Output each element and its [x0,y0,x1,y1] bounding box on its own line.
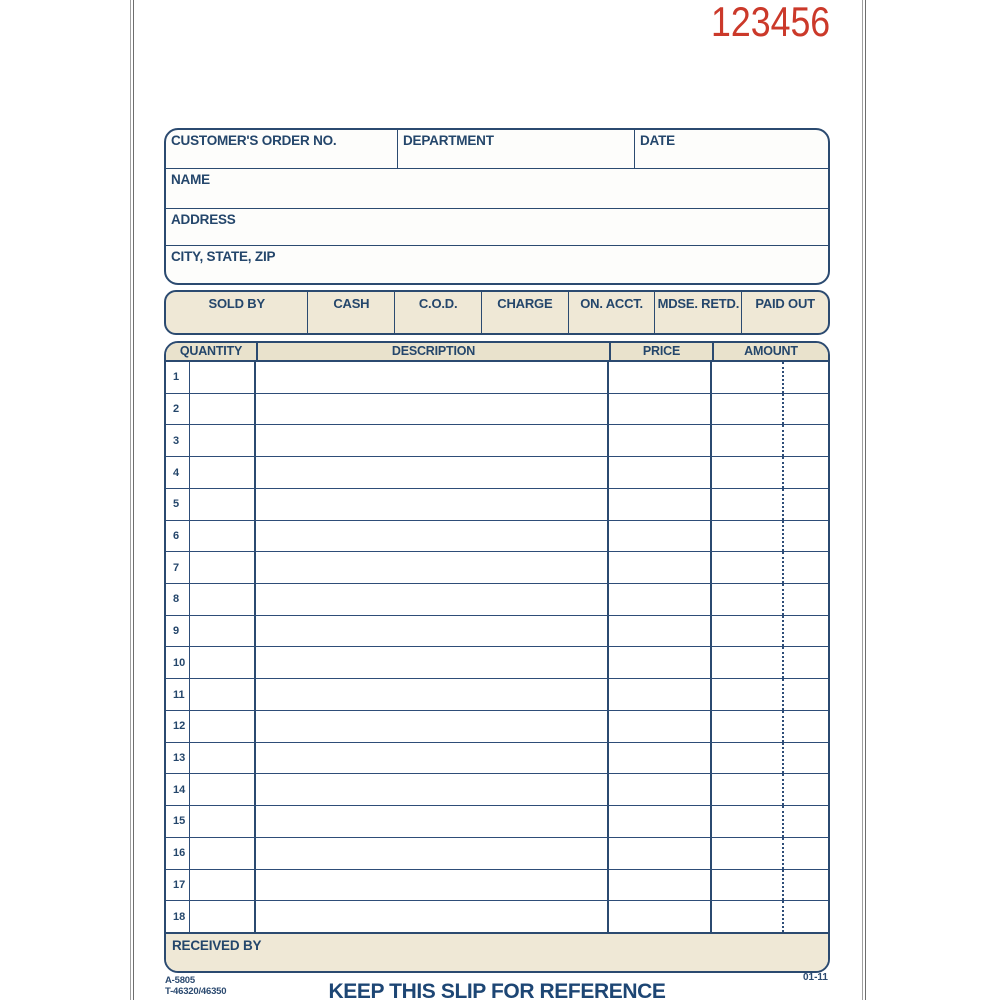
page-left-edge-line-inner [133,0,134,1000]
description-column-header: DESCRIPTION [256,343,609,360]
quantity-cell [190,774,256,805]
price-cell [609,616,712,647]
amount-cell [712,394,828,425]
row-number: 3 [166,425,190,456]
payment-option-charge [481,292,568,333]
quantity-cell [190,394,256,425]
description-cell [256,806,609,837]
description-cell [256,457,609,488]
row-number: 4 [166,457,190,488]
row-number: 17 [166,870,190,901]
quantity-cell [190,647,256,678]
description-cell [256,870,609,901]
row-number: 1 [166,362,190,393]
quantity-cell [190,806,256,837]
payment-option-paid-out [741,292,828,333]
amount-cell [712,489,828,520]
amount-cell [712,679,828,710]
description-cell [256,584,609,615]
name-label: NAME [171,172,210,187]
cents-divider-rule [782,521,784,552]
item-row-12 [166,711,828,743]
customer-order-no-label: CUSTOMER'S ORDER NO. [171,133,337,148]
amount-cell [712,552,828,583]
description-cell [256,838,609,869]
form-code-1: A-5805 [165,975,195,986]
amount-column-header: AMOUNT [712,343,828,360]
form-code-2: T-46320/46350 [165,985,227,997]
quantity-cell [190,489,256,520]
cents-divider-rule [782,362,784,393]
address-label: ADDRESS [171,212,236,227]
price-column-header: PRICE [609,343,712,360]
quantity-cell [190,584,256,615]
page-right-edge-line [865,0,866,1000]
amount-cell [712,711,828,742]
item-row-13 [166,743,828,775]
row-number: 12 [166,711,190,742]
row-number: 5 [166,489,190,520]
row-number: 8 [166,584,190,615]
item-row-1 [166,362,828,394]
amount-cell [712,838,828,869]
item-row-4 [166,457,828,489]
quantity-cell [190,901,256,932]
description-cell [256,647,609,678]
received-by-field [166,932,828,971]
item-row-15 [166,806,828,838]
quantity-cell [190,711,256,742]
price-cell [609,806,712,837]
items-table-header [166,343,828,362]
row-number: 11 [166,679,190,710]
price-cell [609,584,712,615]
quantity-column-header: QUANTITY [179,344,243,358]
description-cell [256,489,609,520]
city-state-zip-label: CITY, STATE, ZIP [171,249,276,264]
description-cell [256,425,609,456]
amount-cell [712,870,828,901]
payment-option-cash [307,292,394,333]
items-table-body [166,362,828,932]
item-row-7 [166,552,828,584]
cents-divider-rule [782,679,784,710]
payment-option-on-acct [568,292,655,333]
cents-divider-rule [782,806,784,837]
row-number: 6 [166,521,190,552]
customer-info-box [164,128,830,285]
cents-divider-rule [782,838,784,869]
row-number: 10 [166,647,190,678]
quantity-cell [190,362,256,393]
payment-option-sold-by [166,292,307,333]
description-cell [256,616,609,647]
page-right-edge-line-inner [862,0,863,1000]
description-cell [256,711,609,742]
department-label: DEPARTMENT [403,133,494,148]
order-info-row [166,130,828,169]
price-cell [609,489,712,520]
quantity-cell [190,425,256,456]
description-cell [256,743,609,774]
payment-option-label: C.O.D. [418,296,458,311]
item-row-18 [166,901,828,932]
keep-slip-slogan: KEEP THIS SLIP FOR REFERENCE [328,980,666,1003]
price-cell [609,870,712,901]
price-cell [609,679,712,710]
price-cell [609,425,712,456]
date-field [634,130,828,168]
payment-option-label: SOLD BY [208,296,265,311]
amount-cell [712,616,828,647]
cents-divider-rule [782,552,784,583]
quantity-cell [190,616,256,647]
item-row-2 [166,394,828,426]
item-row-6 [166,521,828,553]
date-label: DATE [640,133,675,148]
amount-cell [712,521,828,552]
item-row-5 [166,489,828,521]
amount-cell [712,743,828,774]
quantity-cell [190,870,256,901]
cents-divider-rule [782,743,784,774]
price-cell [609,647,712,678]
amount-cell [712,584,828,615]
price-cell [609,521,712,552]
row-number: 14 [166,774,190,805]
amount-cell [712,806,828,837]
amount-cell [712,362,828,393]
cents-divider-rule [782,774,784,805]
description-cell [256,394,609,425]
cents-divider-rule [782,616,784,647]
item-row-3 [166,425,828,457]
amount-cell [712,457,828,488]
row-number: 2 [166,394,190,425]
slip-serial-number: 123456 [710,0,830,45]
cents-divider-rule [782,584,784,615]
cents-divider-rule [782,457,784,488]
price-cell [609,711,712,742]
item-row-11 [166,679,828,711]
items-table [164,341,830,973]
cents-divider-rule [782,711,784,742]
row-number: 16 [166,838,190,869]
price-cell [609,457,712,488]
item-row-10 [166,647,828,679]
cents-divider-rule [782,870,784,901]
price-cell [609,838,712,869]
revision-date-code: 01-11 [802,972,828,983]
payment-option-label: PAID OUT [755,296,815,311]
row-number: 9 [166,616,190,647]
amount-cell [712,774,828,805]
department-field [397,130,634,168]
item-row-16 [166,838,828,870]
quantity-cell [190,457,256,488]
price-cell [609,394,712,425]
row-number: 15 [166,806,190,837]
description-cell [256,901,609,932]
description-cell [256,774,609,805]
payment-option-label: ON. ACCT. [580,296,643,311]
description-cell [256,679,609,710]
received-by-label: RECEIVED BY [172,938,262,953]
row-number: 7 [166,552,190,583]
item-row-9 [166,616,828,648]
cents-divider-rule [782,489,784,520]
row-number: 13 [166,743,190,774]
quantity-cell [190,521,256,552]
description-cell [256,552,609,583]
cents-divider-rule [782,901,784,932]
amount-cell [712,425,828,456]
payment-option-mdse-retd [654,292,741,333]
quantity-cell [190,743,256,774]
payment-option-label: CHARGE [497,296,553,311]
payment-option-label: CASH [333,296,370,311]
address-field [166,209,828,246]
cents-divider-rule [782,394,784,425]
price-cell [609,362,712,393]
price-cell [609,552,712,583]
quantity-cell [190,679,256,710]
quantity-cell [190,552,256,583]
cents-divider-rule [782,425,784,456]
page-left-edge-line [130,0,131,1000]
city-state-zip-field [166,246,828,283]
cents-divider-rule [782,647,784,678]
payment-method-strip [164,290,830,335]
amount-cell [712,647,828,678]
name-field [166,169,828,209]
item-row-17 [166,870,828,902]
price-cell [609,901,712,932]
item-row-8 [166,584,828,616]
amount-cell [712,901,828,932]
item-row-14 [166,774,828,806]
quantity-cell [190,838,256,869]
row-number: 18 [166,901,190,932]
payment-option-label: MDSE. RETD. [657,296,740,311]
description-cell [256,521,609,552]
price-cell [609,774,712,805]
description-cell [256,362,609,393]
customer-order-no-field [166,130,397,168]
price-cell [609,743,712,774]
payment-option-c-o-d [394,292,481,333]
